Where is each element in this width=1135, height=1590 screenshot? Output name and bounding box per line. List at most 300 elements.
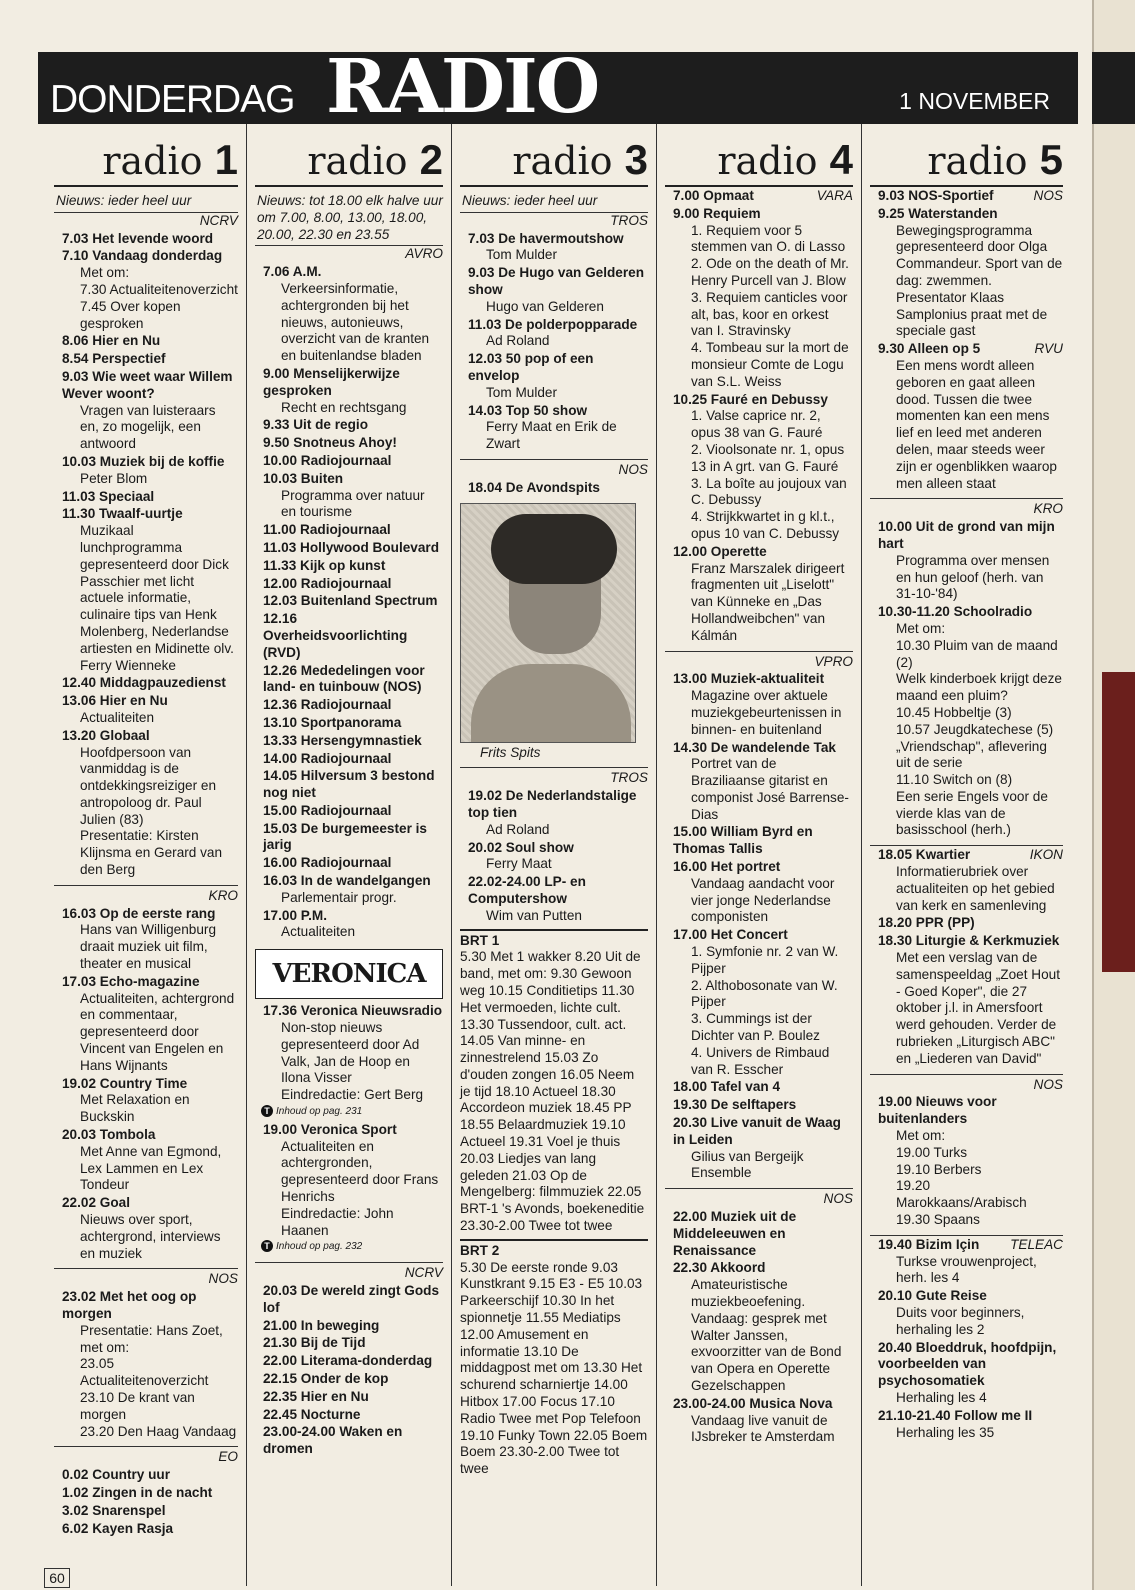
program-list — [460, 480, 648, 497]
program-description: Bewegingsprogramma gepresenteerd door Olga Commandeur. Sport van de dag: zwemmen. Presentator Klaas Samplonius praat met de speciale gast — [896, 222, 1063, 339]
radio-5-column — [861, 124, 1071, 1586]
broadcaster-label: VARA — [816, 188, 853, 203]
program-title: 9.03 De Hugo van Gelderen show — [468, 265, 645, 297]
program-entry — [665, 927, 853, 1078]
broadcaster-label: TROS — [610, 212, 648, 228]
program-title: 19.02 De Nederlandstalige top tien — [468, 788, 637, 820]
program-entry — [255, 576, 443, 593]
program-description: Met Anne van Egmond, Lex Lammen en Lex Tondeur — [80, 1143, 222, 1193]
heading-number: 2 — [419, 136, 443, 183]
program-title: 12.36 Radiojournaal — [263, 697, 392, 713]
heading-word: radio — [512, 139, 613, 183]
program-entry — [255, 873, 443, 907]
brt1-title: BRT 1 — [460, 932, 500, 948]
program-description: 1. Valse caprice nr. 2, opus 38 van G. Fauré — [691, 408, 823, 441]
program-title: 18.04 De Avondspits — [468, 479, 600, 495]
program-title: 11.03 Hollywood Boulevard — [263, 539, 440, 555]
program-description: Verkeersinformatie, achtergronden bij het nieuws, autonieuws, overzicht van de kranten en buitenlandse bladen — [281, 280, 430, 364]
program-entry — [460, 317, 648, 351]
program-entry — [665, 392, 853, 543]
program-title: 9.33 Uit de regio — [263, 417, 369, 433]
program-entry — [54, 369, 238, 453]
program-title: 9.03 Wie weet waar Willem Wever woont? — [62, 368, 233, 401]
program-entry — [255, 733, 443, 750]
adjacent-page-edge — [1092, 0, 1135, 1590]
radio-4-column — [656, 124, 861, 1586]
program-title: 21.00 In beweging — [263, 1317, 380, 1333]
program-entry — [54, 675, 238, 692]
program-entry — [54, 1127, 238, 1194]
program-title: 13.33 Hersengymnastiek — [263, 732, 422, 748]
program-description: Hans van Willigenburg draait muziek uit film, theater en musical — [80, 922, 217, 972]
program-description: Duits voor beginners, herhaling les 2 — [896, 1305, 1025, 1337]
column-heading — [665, 138, 853, 187]
heading-word: radio — [717, 139, 818, 183]
program-title: 21.10-21.40 Follow me II — [878, 1407, 1033, 1423]
info-icon: T — [261, 1240, 273, 1252]
program-title: 12.26 Mededelingen voor land- en tuinbouw (NOS) — [263, 662, 425, 695]
program-description: Recht en rechtsgang — [281, 399, 407, 415]
news-note: Nieuws: tot 18.00 elk halve uur om 7.00, 8.00, 13.00, 18.00, 20.00, 22.30 en 23.55 — [255, 187, 443, 246]
program-entry — [665, 1209, 853, 1259]
program-list — [460, 788, 648, 924]
program-entry — [870, 933, 1063, 1067]
program-description: Turkse vrouwenproject, herh. les 4 — [896, 1253, 1037, 1286]
program-description: Herhaling les 4 — [896, 1389, 987, 1405]
program-entry — [255, 1318, 443, 1335]
program-entry — [255, 821, 443, 855]
program-title: 13.10 Sportpanorama — [263, 714, 402, 730]
program-description: Tom Mulder — [486, 384, 558, 400]
program-title: 19.30 De selftapers — [673, 1097, 797, 1113]
program-description: Actualiteiten en achtergronden, gepresenteerd door Frans Henrichs — [281, 1138, 439, 1205]
program-title: 9.30 Alleen op 5 — [878, 341, 981, 357]
program-entry — [255, 593, 443, 610]
program-title: 1.02 Zingen in de nacht — [62, 1484, 213, 1500]
program-description: Programma over mensen en hun geloof (herh. van 31-10-'84) — [896, 552, 1050, 602]
program-description: Actualiteiten — [80, 709, 155, 725]
program-entry — [870, 847, 1063, 914]
program-title: 17.00 P.M. — [263, 907, 327, 923]
program-title: 22.02 Goal — [62, 1195, 131, 1211]
reference-text: Inhoud op pag. 232 — [276, 1241, 363, 1253]
program-description: 2. Vioolsonate nr. 1, opus 13 in A grt. van G. Fauré — [691, 441, 845, 474]
program-title: 22.35 Hier en Nu — [263, 1388, 369, 1404]
brt1-schedule: 5.30 Met 1 wakker 8.20 Uit de band, met om: 9.30 Gewoon weg 10.15 Conditietips 11.30 Het vermoeden, lichte cult. 13.30 Tussendoor, cult. act. 14.05 Van minne- en zinnestrelend 15.03 Zo d'ouden zongen 16.05 Neem je tijd 18.10 Actueel 18.30 Accordeon muziek 18.45 PP 18.55 Belaardmuziek 19.10 Actueel 19.31 Voel je thuis 20.03 Liedjes van lang geleden 21.03 Op de Mengelberg: filmmuziek 22.05 BRT-1 's Avonds, boekeneditie 23.30-2.00 Twee tot twee — [460, 949, 645, 1234]
news-note: Nieuws: ieder heel uur — [54, 187, 238, 213]
program-description: 4. Strijkkwartet in g kl.t., opus 10 van C. Debussy — [691, 509, 840, 541]
program-entry — [870, 915, 1063, 932]
program-entry — [255, 715, 443, 732]
program-entry — [665, 544, 853, 645]
program-description: Ferry Maat — [486, 856, 552, 872]
program-entry — [460, 403, 648, 453]
program-entry — [54, 906, 238, 973]
program-list — [255, 1283, 443, 1458]
program-description: Actualiteiten — [281, 924, 356, 940]
heading-number: 1 — [214, 136, 238, 183]
program-description: 19.00 Turks — [896, 1144, 968, 1160]
program-entry — [255, 558, 443, 575]
program-title: 18.05 Kwartier — [878, 847, 971, 863]
program-entry — [54, 248, 238, 332]
program-entry — [255, 264, 443, 365]
program-entry — [870, 1094, 1063, 1228]
brt2-schedule: 5.30 De eerste ronde 9.03 Kunstkrant 9.15 E3 - E5 10.03 Parkeerschijf 10.30 In het spionnetje 11.55 Mediatips 12.00 Amusement en informatie 13.10 De middagpost met om 13.30 Het schurend scharniertje 14.00 Hitbox 17.00 Focus 17.10 Radio Twee met Pop Telefoon 19.10 Funky Town 22.05 Boem Boem 23.30-2.00 Twee tot twee — [460, 1259, 648, 1477]
heading-word: radio — [102, 139, 203, 183]
program-title: 9.00 Requiem — [673, 205, 761, 221]
program-entry — [54, 1289, 238, 1440]
broadcaster-label: NOS — [665, 1188, 853, 1208]
program-list — [54, 1289, 238, 1440]
column-heading — [54, 138, 238, 187]
program-list — [870, 519, 1063, 839]
program-title: 20.03 Tombola — [62, 1127, 156, 1143]
program-entry — [54, 351, 238, 368]
program-title: 9.25 Waterstanden — [878, 205, 998, 221]
program-entry — [255, 611, 443, 661]
date-label: 1 NOVEMBER — [899, 88, 1050, 114]
program-entry — [255, 697, 443, 714]
program-list — [255, 1003, 443, 1104]
program-entry — [255, 435, 443, 452]
program-description: 1. Requiem voor 5 stemmen van O. di Lasso — [691, 222, 846, 255]
program-entry — [54, 489, 238, 506]
broadcaster-label: NCRV — [199, 212, 238, 228]
program-description: Ad Roland — [486, 333, 550, 349]
program-title: 22.00 Literama-donderdag — [263, 1353, 433, 1369]
program-entry — [665, 671, 853, 738]
program-description: 3. Requiem canticles voor alt, bas, koor en orkest van I. Stravinsky — [691, 289, 848, 339]
program-title: 7.03 De havermoutshow — [468, 230, 624, 246]
column-heading — [460, 138, 648, 187]
program-entry — [665, 824, 853, 858]
program-title: 14.30 De wandelende Tak — [673, 739, 836, 755]
program-entry — [460, 231, 648, 265]
program-title: 11.03 De polderpopparade — [468, 316, 638, 332]
program-description: Non-stop nieuws gepresenteerd door Ad Valk, Jan de Hoop en Ilona Visser — [281, 1020, 420, 1086]
program-title: 13.20 Globaal — [62, 727, 150, 743]
program-description: Tom Mulder — [486, 247, 558, 263]
photo-hair — [491, 514, 617, 584]
radio-listings-page — [38, 44, 1078, 1552]
program-title: 10.25 Fauré en Debussy — [673, 391, 828, 407]
page-banner — [38, 44, 1078, 130]
program-entry — [255, 417, 443, 434]
page-reference — [255, 1104, 443, 1121]
broadcaster-label: NOS — [1033, 188, 1063, 203]
brt1-block — [460, 929, 648, 1235]
program-title: 17.03 Echo-magazine — [62, 973, 200, 989]
program-description: Welk kinderboek krijgt deze maand een pluim? — [896, 671, 1062, 704]
program-title: 22.30 Akkoord — [673, 1260, 766, 1276]
program-description: 2. Ode on the death of Mr. Henry Purcell van J. Blow — [691, 256, 849, 288]
program-title: 22.00 Muziek uit de Middeleeuwen en Renaissance — [673, 1209, 797, 1258]
program-entry — [54, 728, 238, 879]
program-entry — [255, 1335, 443, 1352]
photo-body — [471, 664, 631, 743]
program-description: Programma over natuur en tourisme — [281, 487, 425, 520]
program-description: Gilius van Bergeijk Ensemble — [691, 1148, 804, 1181]
program-entry — [54, 1467, 238, 1484]
program-title: 10.00 Radiojournaal — [263, 452, 392, 468]
program-description: 3. La boîte au joujoux van C. Debussy — [691, 475, 847, 508]
program-description: Magazine over aktuele muziekgebeurtenissen in binnen- en buitenland — [691, 688, 842, 737]
program-entry — [54, 333, 238, 350]
program-title: 22.02-24.00 LP- en Computershow — [468, 874, 586, 906]
adjacent-photo — [1102, 672, 1135, 972]
program-title: 13.00 Muziek-aktualiteit — [673, 671, 825, 687]
program-title: 19.00 Veronica Sport — [263, 1121, 397, 1137]
program-description: Een mens wordt alleen geboren en gaat alleen dood. Tussen die twee momenten kan een mens lief en leed met anderen delen, maar steeds weer zijn er ogenblikken waarop men alleen staat — [896, 357, 1057, 491]
program-list — [870, 1094, 1063, 1228]
program-list — [54, 231, 238, 879]
program-entry — [255, 908, 443, 942]
program-entry — [54, 974, 238, 1075]
program-title: 8.06 Hier en Nu — [62, 333, 161, 349]
program-entry — [255, 803, 443, 820]
info-icon: T — [261, 1105, 273, 1117]
program-entry — [665, 1097, 853, 1114]
program-entry — [255, 1407, 443, 1424]
program-title: 11.03 Speciaal — [62, 488, 155, 504]
program-description: Presentatie: Hans Zoet, met om: — [80, 1322, 223, 1355]
program-title: 7.06 A.M. — [263, 264, 322, 280]
program-title: 12.00 Radiojournaal — [263, 575, 392, 591]
program-title: 23.02 Met het oog op morgen — [62, 1289, 197, 1321]
program-entry — [665, 206, 853, 391]
program-description: 4. Tombeau sur la mort de monsieur Comte de Logu van S.L. Weiss — [691, 340, 849, 389]
program-title: 11.33 Kijk op kunst — [263, 557, 386, 573]
program-title: 9.00 Menselijkerwijze gesproken — [263, 365, 400, 398]
program-entry — [870, 604, 1063, 839]
column-heading — [870, 138, 1063, 187]
program-entry — [665, 740, 853, 824]
photo-caption: Frits Spits — [480, 744, 541, 760]
broadcaster-label: NCRV — [255, 1262, 443, 1282]
program-list — [870, 1235, 1063, 1442]
broadcaster-label: EO — [54, 1446, 238, 1466]
program-entry — [460, 351, 648, 401]
program-description: Herhaling les 35 — [896, 1424, 995, 1440]
program-list — [460, 231, 648, 453]
column-heading — [255, 138, 443, 187]
program-entry — [255, 1283, 443, 1317]
program-description: Portret van de Braziliaanse gitarist en componist José Barrense-Dias — [691, 756, 849, 822]
broadcaster-label: NOS — [870, 1074, 1063, 1094]
program-title: 15.00 William Byrd en Thomas Tallis — [673, 824, 813, 857]
program-title: 11.30 Twaalf-uurtje — [62, 506, 183, 522]
program-description: Informatierubriek over actualiteiten op het gebied van kerk en samenleving — [896, 864, 1055, 913]
program-title: 20.02 Soul show — [468, 839, 574, 855]
program-title: 10.00 Uit de grond van mijn hart — [878, 519, 1055, 551]
program-entry — [255, 1424, 443, 1458]
program-description: Ad Roland — [486, 821, 550, 837]
program-list — [870, 188, 1063, 492]
program-entry — [255, 1122, 443, 1240]
program-description: Hugo van Gelderen — [486, 298, 604, 314]
program-description: Peter Blom — [80, 470, 148, 486]
program-title: 12.03 50 pop of een envelop — [468, 351, 594, 383]
program-entry — [665, 1079, 853, 1096]
program-entry — [54, 1521, 238, 1538]
program-entry — [460, 874, 648, 924]
program-list — [54, 906, 238, 1263]
program-description: Hoofdpersoon van vanmiddag is de ontdekkingsreiziger en antropoloog dr. Paul Julien (83) — [80, 744, 217, 827]
program-entry — [255, 855, 443, 872]
program-description: 10.30 Pluim van de maand (2) — [896, 637, 1058, 670]
program-entry — [460, 265, 648, 315]
program-title: 12.16 Overheidsvoorlichting (RVD) — [263, 611, 408, 660]
program-title: 19.00 Nieuws voor buitenlanders — [878, 1094, 997, 1127]
veronica-logo: VERONICA — [255, 949, 443, 999]
page-reference — [255, 1239, 443, 1256]
program-description: Een serie Engels voor de vierde klas van de basisschool (herh.) — [896, 788, 1048, 838]
program-list — [255, 1122, 443, 1240]
program-title: 16.00 Radiojournaal — [263, 855, 392, 871]
program-description: 11.10 Switch on (8) — [896, 772, 1013, 788]
program-entry — [255, 1353, 443, 1370]
program-title: 7.03 Het levende woord — [62, 230, 214, 246]
program-entry — [54, 1195, 238, 1262]
program-description: Eindredactie: Gert Berg — [281, 1087, 424, 1103]
broadcaster-label: RVU — [1034, 341, 1063, 357]
program-title: 19.40 Bizim Için — [878, 1236, 980, 1252]
program-list — [665, 1209, 853, 1446]
program-title: 23.00-24.00 Musica Nova — [673, 1395, 833, 1411]
program-title: 16.03 In de wandelgangen — [263, 873, 431, 889]
program-entry — [870, 1288, 1063, 1338]
program-description: Amateuristische muziekbeoefening. Vandaag: gesprek met Walter Janssen, exvoorzitter van de Bond van Opera en Operette Gezelschappen — [691, 1277, 842, 1393]
program-title: 18.00 Tafel van 4 — [673, 1079, 781, 1095]
brt2-title: BRT 2 — [460, 1242, 500, 1258]
program-entry — [460, 480, 648, 497]
program-title: 9.03 NOS-Sportief — [878, 188, 994, 203]
program-entry — [870, 188, 1063, 205]
program-title: 20.30 Live vanuit de Waag in Leiden — [673, 1115, 841, 1147]
program-description: Wim van Putten — [486, 907, 582, 923]
program-entry — [54, 1076, 238, 1126]
program-title: 0.02 Country uur — [62, 1467, 171, 1483]
program-title: 13.06 Hier en Nu — [62, 693, 168, 709]
page-gutter — [1092, 0, 1094, 1590]
broadcaster-label: KRO — [870, 498, 1063, 518]
program-title: 20.40 Bloeddruk, hoofdpijn, voorbeelden van psychosomatiek — [878, 1339, 1057, 1389]
program-title: 6.02 Kayen Rasja — [62, 1520, 174, 1536]
broadcaster-label: NOS — [54, 1268, 238, 1288]
program-entry — [255, 522, 443, 539]
program-title: 21.30 Bij de Tijd — [263, 1335, 366, 1351]
program-description: Vragen van luisteraars en, zo mogelijk, een antwoord — [80, 402, 216, 452]
heading-number: 4 — [829, 136, 853, 183]
program-entry — [54, 1503, 238, 1520]
program-entry — [870, 1408, 1063, 1442]
radio-3-column — [451, 124, 656, 1586]
radio-1-column — [46, 124, 246, 1586]
heading-number: 3 — [624, 136, 648, 183]
reference-text: Inhoud op pag. 231 — [276, 1106, 363, 1118]
program-description: 23.05 Actualiteitenoverzicht — [80, 1356, 209, 1389]
program-entry — [255, 751, 443, 768]
program-description: 23.10 De krant van morgen — [80, 1389, 195, 1422]
section-title: RADIO — [326, 44, 599, 130]
program-title: 14.03 Top 50 show — [468, 402, 588, 418]
program-title: 17.00 Het Concert — [673, 927, 788, 943]
program-description: 19.30 Spaans — [896, 1212, 980, 1228]
program-description: Ferry Maat en Erik de Zwart — [486, 419, 617, 452]
program-description: 4. Univers de Rimbaud van R. Esscher — [691, 1044, 830, 1077]
program-list — [255, 264, 443, 941]
broadcaster-label: VPRO — [665, 651, 853, 671]
program-title: 17.36 Veronica Nieuwsradio — [263, 1003, 443, 1019]
program-entry — [255, 540, 443, 557]
program-description: 19.20 Marokkaans/Arabisch — [896, 1178, 1027, 1211]
program-title: 16.00 Het portret — [673, 859, 781, 875]
program-entry — [665, 1396, 853, 1446]
program-entry — [54, 231, 238, 248]
brt2-block — [460, 1239, 648, 1478]
program-entry — [870, 206, 1063, 340]
adjacent-banner — [1092, 52, 1135, 124]
program-description: Presentatie: Kirsten Klijnsma en Gerard van den Berg — [80, 828, 223, 878]
program-entry — [870, 341, 1063, 492]
program-description: Met Relaxation en Buckskin — [80, 1092, 190, 1125]
program-entry — [870, 1237, 1063, 1287]
program-description: 7.30 Actualiteitenoverzicht — [80, 281, 238, 297]
program-description: Vandaag aandacht voor vier jonge Nederlandse componisten — [691, 875, 835, 925]
program-title: 14.00 Radiojournaal — [263, 750, 392, 766]
program-title: 22.15 Onder de kop — [263, 1371, 389, 1386]
program-title: 8.54 Perspectief — [62, 351, 166, 367]
program-entry — [255, 1371, 443, 1388]
program-description: Nieuws over sport, achtergrond, interviews en muziek — [80, 1212, 221, 1261]
program-title: 18.30 Liturgie & Kerkmuziek — [878, 933, 1060, 949]
broadcaster-label: AVRO — [405, 246, 443, 262]
program-list — [665, 671, 853, 1182]
news-note: Nieuws: ieder heel uur — [460, 187, 648, 213]
program-entry — [255, 471, 443, 521]
program-description: Muzikaal lunchprogramma gepresenteerd door Dick Passchier met licht actuele informatie, culinaire tips van Henk Molenberg, Nederlandse artiesten en Midinette olv. Ferry Wienneke — [80, 523, 234, 673]
program-entry — [54, 693, 238, 727]
program-entry — [255, 663, 443, 697]
program-title: 7.10 Vandaag donderdag — [62, 248, 223, 264]
broadcaster-label: TELEAC — [1010, 1236, 1063, 1252]
program-title: 14.05 Hilversum 3 bestond nog niet — [263, 768, 435, 801]
program-list — [870, 845, 1063, 1067]
program-list — [665, 188, 853, 645]
program-entry — [870, 519, 1063, 603]
program-description: Eindredactie: John Haanen — [281, 1205, 394, 1238]
day-title: DONDERDAG — [50, 78, 295, 121]
program-title: 12.03 Buitenland Spectrum — [263, 593, 438, 609]
program-list — [54, 1467, 238, 1537]
program-description: 19.10 Berbers — [896, 1161, 982, 1177]
program-title: 12.40 Middagpauzedienst — [62, 675, 226, 691]
program-entry — [255, 768, 443, 802]
program-title: 10.30-11.20 Schoolradio — [878, 604, 1033, 620]
program-description: Met om: — [80, 265, 130, 281]
program-title: 11.00 Radiojournaal — [263, 522, 391, 538]
program-entry — [665, 859, 853, 926]
program-title: 19.02 Country Time — [62, 1075, 188, 1091]
program-entry — [665, 1260, 853, 1394]
program-title: 15.00 Radiojournaal — [263, 802, 392, 818]
broadcaster-label: KRO — [54, 885, 238, 905]
program-entry — [870, 1340, 1063, 1407]
program-entry — [665, 1115, 853, 1182]
heading-number: 5 — [1039, 136, 1063, 183]
program-entry — [255, 366, 443, 416]
